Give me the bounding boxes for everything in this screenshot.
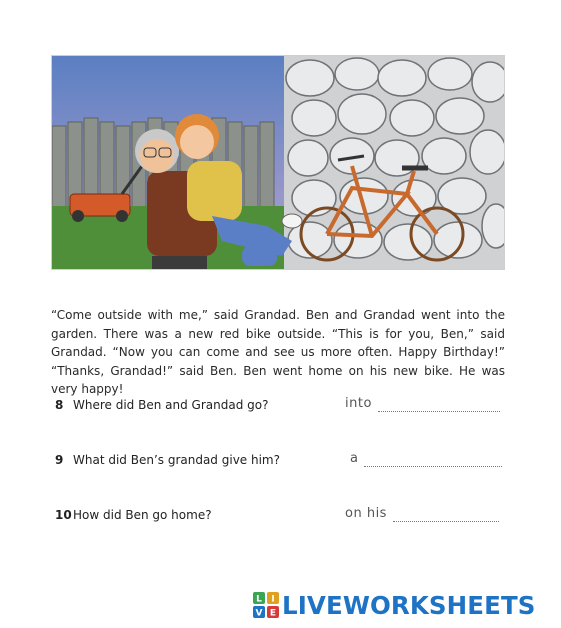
answer-input-8[interactable] [378,395,500,412]
badge-letter: L [256,594,262,605]
story-illustration [51,55,505,270]
badge-letter: I [271,594,275,605]
answer-group [345,395,500,412]
answer-group [350,450,502,467]
story-text: “Come outside with me,” said Grandad. Ben and Grandad went into the garden. There was a new red bike outside. “This is for you, Ben,” said Grandad. “Now you can come and see us more often. Happy Birthday!” “Thanks, Grandad!” said Ben. Ben went home on his new bike. He was very happy! [51,308,505,396]
question-row-10 [55,505,505,527]
question-number: 10 [55,508,72,522]
question-number: 8 [55,398,64,412]
answer-input-10[interactable] [393,505,499,522]
answer-prefix: on his [345,506,387,521]
answer-prefix: into [345,396,372,411]
question-row-9 [55,450,505,472]
badge-letter: E [269,608,277,618]
badge-letter: V [255,608,263,618]
liveworksheets-badge-icon [253,592,279,618]
question-text: Where did Ben and Grandad go? [73,398,269,412]
question-text: What did Ben’s grandad give him? [73,453,280,467]
brand-name: LIVEWORKSHEETS [282,590,536,620]
answer-prefix: a [350,451,359,466]
question-row-8 [55,395,505,417]
question-number: 9 [55,453,64,467]
liveworksheets-logo[interactable] [253,591,536,619]
answer-group [345,505,499,522]
question-text: How did Ben go home? [73,508,212,522]
answer-input-9[interactable] [364,450,502,467]
